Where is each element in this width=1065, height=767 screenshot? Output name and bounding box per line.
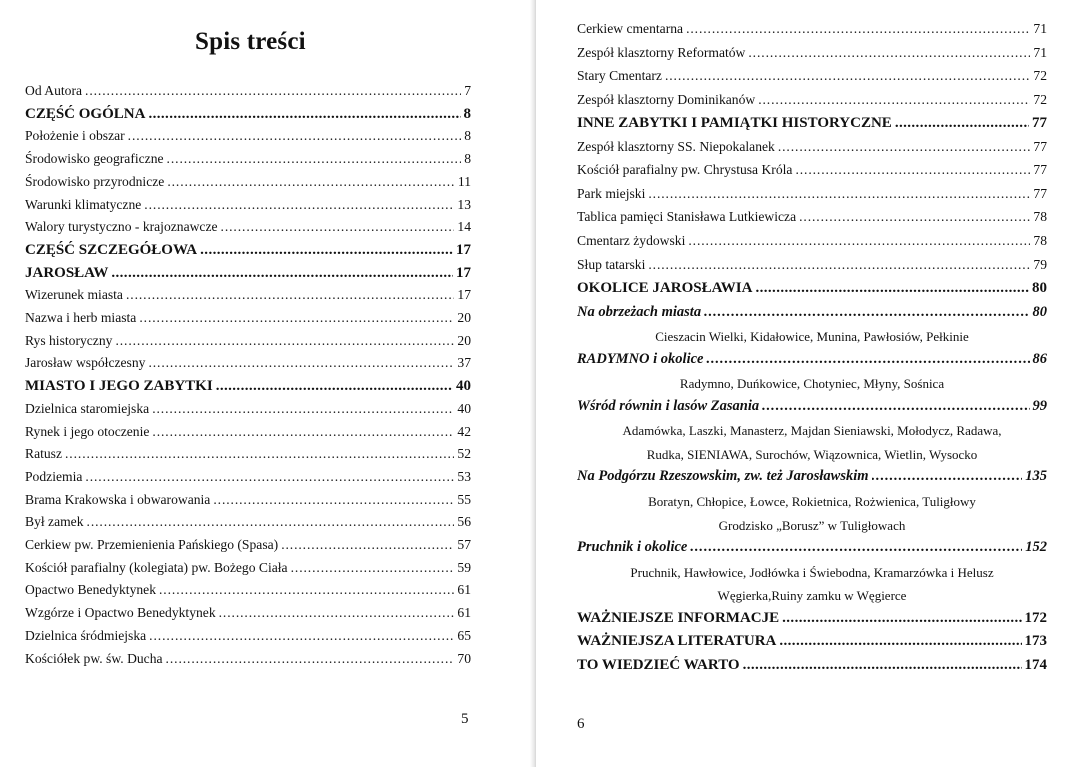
toc-entry-label: Zespół klasztorny Reformatów — [577, 44, 746, 60]
toc-entry-label: CZĘŚĆ OGÓLNA — [25, 105, 146, 122]
toc-entry-label: Słup tatarski — [577, 256, 646, 272]
toc-entry — [25, 604, 471, 624]
toc-entry-label: Dzielnica śródmiejska — [25, 627, 147, 643]
dot-leader — [648, 256, 1030, 274]
toc-entry — [577, 161, 1047, 181]
dot-leader — [166, 650, 455, 668]
toc-entry-label: Na obrzeżach miasta — [577, 303, 702, 320]
toc-entry-page: 77 — [1033, 162, 1047, 178]
toc-entry — [25, 332, 471, 352]
dot-leader — [85, 468, 454, 486]
dot-leader — [213, 491, 454, 509]
toc-subentry: Radymno, Duńkowice, Chotyniec, Młyny, Sośnica — [679, 376, 945, 392]
toc-entry-page: 172 — [1024, 609, 1047, 626]
toc-entry-page: 42 — [457, 423, 471, 439]
dot-leader — [219, 604, 455, 622]
right-page — [536, 0, 1065, 767]
toc-entry-label: Na Podgórzu Rzeszowskim, zw. też Jarosławskim — [577, 468, 869, 485]
dot-leader — [281, 536, 454, 554]
toc-entry-page: 20 — [457, 310, 471, 325]
toc-entry-page: 17 — [456, 241, 471, 258]
toc-entry-page: 99 — [1032, 397, 1047, 414]
toc-entry-page: 65 — [457, 627, 471, 643]
dot-leader — [748, 44, 1030, 62]
dot-leader — [782, 609, 1021, 627]
dot-leader — [665, 67, 1030, 85]
dot-leader — [144, 196, 454, 214]
toc-entry-page: 77 — [1033, 138, 1047, 154]
toc-entry — [25, 400, 471, 420]
toc-entry-label: Tablica pamięci Stanisława Lutkiewicza — [577, 209, 797, 225]
dot-leader — [139, 309, 454, 327]
toc-entry — [577, 632, 1047, 652]
toc-entry-label: Kościółek pw. św. Ducha — [25, 650, 163, 666]
toc-entry-label: Cerkiew pw. Przemienienia Pańskiego (Spasa) — [25, 537, 279, 552]
dot-leader — [148, 105, 460, 123]
toc-entry-label: Od Autora — [25, 83, 83, 98]
toc-entry-page: 78 — [1033, 232, 1047, 248]
dot-leader — [779, 632, 1021, 650]
toc-entry-page: 174 — [1024, 656, 1047, 673]
toc-entry-label: TO WIEDZIEĆ WARTO — [577, 656, 740, 673]
toc-entry-page: 17 — [456, 264, 471, 281]
toc-entry — [577, 279, 1047, 299]
toc-entry-label: INNE ZABYTKI I PAMIĄTKI HISTORYCZNE — [577, 115, 892, 132]
toc-entry-page: 79 — [1033, 256, 1047, 272]
dot-leader — [167, 173, 455, 191]
toc-entry-page: 77 — [1033, 185, 1047, 201]
dot-leader — [221, 218, 455, 236]
toc-entry-label: Wizerunek miasta — [25, 287, 123, 303]
toc-subentry: Cieszacin Wielki, Kidałowice, Munina, Pawłosiów, Pełkinie — [655, 329, 969, 345]
toc-entry — [577, 185, 1047, 205]
toc-entry — [25, 354, 471, 374]
toc-entry-label: Stary Cmentarz — [577, 68, 662, 84]
toc-entry-label: Cerkiew cmentarna — [577, 21, 684, 36]
toc-entry — [577, 397, 1047, 417]
toc-entry-page: 8 — [464, 128, 471, 144]
toc-entry-label: Brama Krakowska i obwarowania — [25, 491, 211, 507]
toc-entry — [577, 609, 1047, 629]
toc-entry-page: 8 — [464, 151, 471, 167]
toc-entry — [25, 627, 471, 647]
toc-entry-label: Wzgórze i Opactwo Benedyktynek — [25, 605, 216, 621]
dot-leader — [85, 82, 461, 100]
toc-entry-label: Zespół klasztorny Dominikanów — [577, 91, 756, 107]
toc-entry-label: Położenie i obszar — [25, 128, 125, 144]
dot-leader — [152, 400, 454, 418]
dot-leader — [755, 279, 1029, 297]
toc-entry — [577, 538, 1047, 558]
dot-leader — [872, 467, 1023, 485]
toc-entry-label: Ratusz — [25, 446, 62, 462]
toc-entry — [25, 127, 471, 147]
dot-leader — [686, 20, 1030, 38]
dot-leader — [216, 377, 453, 395]
dot-leader — [200, 241, 453, 259]
toc-entry — [577, 67, 1047, 87]
toc-entry-label: Opactwo Benedyktynek — [25, 582, 156, 598]
dot-leader — [291, 559, 455, 577]
toc-entry-label: Walory turystyczno - krajoznawcze — [25, 219, 218, 235]
dot-leader — [152, 423, 454, 441]
toc-entry — [577, 114, 1047, 134]
toc-entry-label: Warunki klimatyczne — [25, 196, 142, 212]
toc-entry-label: CZĘŚĆ SZCZEGÓŁOWA — [25, 241, 198, 258]
dot-leader — [706, 350, 1029, 368]
toc-entry-label: Zespół klasztorny SS. Niepokalanek — [577, 138, 775, 154]
dot-leader — [115, 332, 454, 350]
toc-entry — [577, 20, 1047, 40]
toc-entry — [577, 232, 1047, 252]
toc-entry-page: 80 — [1032, 303, 1047, 320]
toc-entry-label: Rys historyczny — [25, 332, 113, 348]
toc-subentry: Węgierka,Ruiny zamku w Węgierce — [717, 588, 907, 604]
toc-entry — [577, 656, 1047, 676]
toc-entry-label: Cmentarz żydowski — [577, 232, 686, 248]
dot-leader — [159, 581, 454, 599]
toc-entry — [25, 82, 471, 102]
toc-entry — [577, 303, 1047, 323]
dot-leader — [126, 286, 454, 304]
dot-leader — [758, 91, 1030, 109]
dot-leader — [111, 264, 453, 282]
toc-entry-page: 53 — [457, 468, 471, 484]
toc-entry — [25, 150, 471, 170]
toc-entry — [25, 513, 471, 533]
toc-entry-page: 152 — [1025, 539, 1047, 556]
toc-entry-page: 37 — [457, 355, 471, 371]
toc-entry-page: 14 — [457, 219, 471, 235]
toc-entry-label: JAROSŁAW — [25, 264, 109, 281]
toc-entry-page: 71 — [1033, 21, 1047, 36]
toc-entry — [25, 105, 471, 125]
dot-leader — [704, 303, 1029, 321]
toc-entry — [25, 536, 471, 556]
toc-entry-label: WAŻNIEJSZE INFORMACJE — [577, 609, 780, 626]
dot-leader — [65, 445, 454, 463]
dot-leader — [688, 232, 1030, 250]
toc-subentry: Adamówka, Laszki, Manasterz, Majdan Sieniawski, Mołodycz, Radawa, — [622, 423, 1002, 439]
toc-entry-label: RADYMNO i okolice — [577, 350, 704, 367]
toc-entry-label: MIASTO I JEGO ZABYTKI — [25, 378, 213, 395]
toc-entry-page: 7 — [464, 83, 471, 98]
toc-entry-page: 78 — [1033, 209, 1047, 225]
toc-entry-label: Pruchnik i okolice — [577, 539, 688, 556]
toc-entry-label: OKOLICE JAROSŁAWIA — [577, 280, 753, 297]
toc-entry — [25, 218, 471, 238]
toc-entry-page: 56 — [457, 514, 471, 530]
toc-entry-label: Rynek i jego otoczenie — [25, 423, 150, 439]
toc-entry-page: 61 — [457, 582, 471, 598]
toc-entry — [577, 350, 1047, 370]
toc-entry — [577, 44, 1047, 64]
toc-entry — [577, 467, 1047, 487]
dot-leader — [128, 127, 462, 145]
toc-entry — [25, 650, 471, 670]
toc-subentry: Rudka, SIENIAWA, Surochów, Wiązownica, Wietlin, Wysocko — [646, 446, 978, 462]
toc-entry-page: 72 — [1033, 91, 1047, 107]
toc-entry-label: Wśród równin i lasów Zasania — [577, 397, 760, 414]
toc-entry-page: 20 — [457, 332, 471, 348]
toc-entry-label: Jarosław współczesny — [25, 355, 146, 371]
toc-entry — [25, 491, 471, 511]
toc-subentry: Boratyn, Chłopice, Łowce, Rokietnica, Rożwienica, Tuligłowy — [648, 494, 976, 509]
toc-subentry: Grodzisko „Borusz” w Tuligłowach — [718, 517, 906, 533]
dot-leader — [778, 138, 1031, 156]
toc-entry-page: 70 — [457, 650, 471, 666]
toc-entry-label: Park miejski — [577, 185, 646, 201]
toc-entry-page: 55 — [457, 491, 471, 507]
toc-entry-page: 13 — [457, 196, 471, 212]
toc-entry-page: 86 — [1032, 350, 1047, 367]
toc-entry-page: 173 — [1024, 633, 1047, 650]
toc-entry-page: 57 — [457, 537, 471, 552]
toc-subentry: Pruchnik, Hawłowice, Jodłówka i Świebodna, Kramarzówka i Helusz — [630, 564, 994, 580]
toc-entry-page: 40 — [456, 378, 471, 395]
page-number-right: 6 — [577, 716, 585, 732]
toc-entry — [25, 559, 471, 579]
dot-leader — [895, 114, 1029, 132]
toc-entry-page: 61 — [457, 605, 471, 621]
toc-entry-page: 80 — [1032, 280, 1047, 297]
dot-leader — [87, 513, 455, 531]
dot-leader — [167, 150, 462, 168]
toc-entry-page: 40 — [457, 400, 471, 416]
toc-entry-label: Kościół parafialny (kolegiata) pw. Bożego Ciała — [25, 559, 288, 575]
toc-entry-page: 71 — [1033, 44, 1047, 60]
toc-entry — [25, 286, 471, 306]
toc-entry — [25, 264, 471, 284]
toc-entry — [25, 468, 471, 488]
toc-entry — [577, 91, 1047, 111]
dot-leader — [690, 538, 1022, 556]
toc-entry — [25, 445, 471, 465]
toc-entry-label: WAŻNIEJSZA LITERATURA — [577, 633, 777, 650]
toc-entry-label: Podziemia — [25, 468, 83, 484]
toc-entry-page: 59 — [457, 559, 471, 575]
toc-entry-label: Środowisko przyrodnicze — [25, 173, 165, 189]
toc-entry-label: Nazwa i herb miasta — [25, 310, 137, 325]
toc-entry — [577, 256, 1047, 276]
toc-entry — [25, 196, 471, 216]
page-number-left: 5 — [461, 711, 469, 727]
dot-leader — [149, 627, 454, 645]
dot-leader — [799, 208, 1030, 226]
toc-entry-label: Dzielnica staromiejska — [25, 400, 150, 416]
page-title: Spis treści — [195, 28, 306, 55]
toc-entry-label: Kościół parafialny pw. Chrystusa Króla — [577, 162, 793, 178]
toc-entry-page: 72 — [1033, 68, 1047, 84]
toc-entry — [25, 377, 471, 397]
toc-entry-label: Był zamek — [25, 514, 84, 530]
toc-entry — [25, 309, 471, 329]
dot-leader — [148, 354, 454, 372]
toc-entry-page: 77 — [1032, 115, 1047, 132]
toc-entry-page: 11 — [457, 173, 471, 189]
dot-leader — [762, 397, 1029, 415]
toc-entry-page: 135 — [1025, 468, 1047, 485]
toc-entry-label: Środowisko geograficzne — [25, 151, 164, 167]
toc-entry — [25, 173, 471, 193]
toc-entry — [25, 581, 471, 601]
toc-entry — [25, 423, 471, 443]
dot-leader — [648, 185, 1030, 203]
toc-entry — [25, 241, 471, 261]
dot-leader — [795, 161, 1030, 179]
toc-entry-page: 52 — [457, 446, 471, 462]
toc-entry — [577, 208, 1047, 228]
dot-leader — [743, 656, 1022, 674]
toc-entry-page: 8 — [463, 105, 471, 122]
toc-entry — [577, 138, 1047, 158]
toc-entry-page: 17 — [457, 287, 471, 303]
